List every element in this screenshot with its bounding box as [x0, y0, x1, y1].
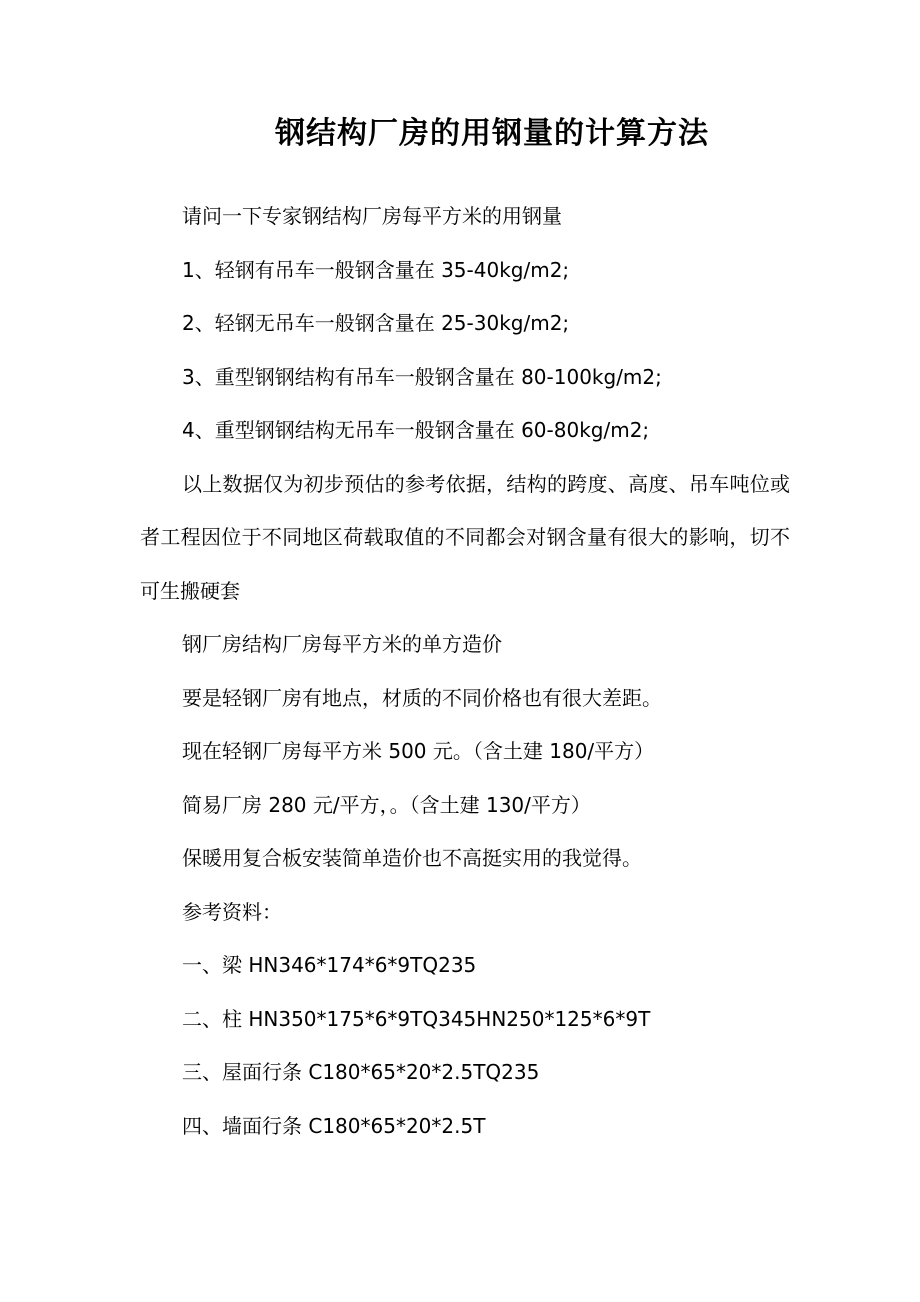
paragraph-ref-wall-purlin: 四、墙面行条 C180*65*20*2.5T [182, 1113, 486, 1138]
paragraph-light-steel-price: 现在轻钢厂房每平方米 500 元。（含土建 180/平方） [182, 739, 655, 763]
document-title: 钢结构厂房的用钢量的计算方法 [275, 116, 709, 151]
paragraph-ref-beam: 一、梁 HN346*174*6*9TQ235 [182, 953, 477, 977]
paragraph-item-1: 1、轻钢有吊车一般钢含量在 35-40kg/m2; [182, 257, 570, 282]
paragraph-ref-column: 二、柱 HN350*175*6*9TQ345HN250*125*6*9T [182, 1006, 651, 1031]
paragraph-question: 请问一下专家钢结构厂房每平方米的用钢量 [182, 204, 562, 228]
document-body [140, 190, 790, 1153]
paragraph-insulation: 保暖用复合板安装简单造价也不高挺实用的我觉得。 [182, 846, 642, 870]
paragraph-reference-heading: 参考资料： [182, 899, 282, 924]
paragraph-ref-roof-purlin: 三、屋面行条 C180*65*20*2.5TQ235 [182, 1060, 540, 1084]
paragraph-simple-price: 简易厂房 280 元/平方，。（含土建 130/平方） [182, 792, 591, 817]
paragraph-item-4: 4、重型钢钢结构无吊车一般钢含量在 60-80kg/m2; [182, 418, 650, 442]
paragraph-cost-heading: 钢厂房结构厂房每平方米的单方造价 [182, 632, 502, 656]
paragraph-price-variance: 要是轻钢厂房有地点，材质的不同价格也有很大差距。 [182, 685, 662, 710]
paragraph-item-2: 2、轻钢无吊车一般钢含量在 25-30kg/m2; [182, 311, 570, 335]
paragraph-note: 以上数据仅为初步预估的参考依据，结构的跨度、高度、吊车吨位或者工程因位于不同地区荷载取值的不同都会对钢含量有很大的影响，切不可生搬硬套 [140, 471, 790, 603]
paragraph-item-3: 3、重型钢钢结构有吊车一般钢含量在 80-100kg/m2; [182, 364, 662, 389]
